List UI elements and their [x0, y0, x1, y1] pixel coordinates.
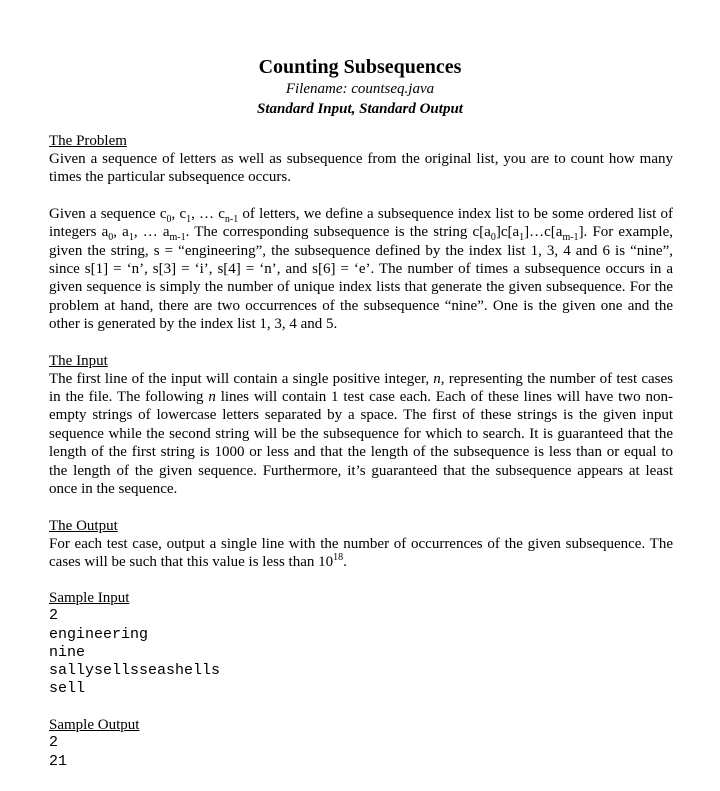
filename-line: Filename: countseq.java: [285, 81, 435, 97]
output-paragraph: For each test case, output a single line with the number of occurrences of the given subsequence. The cases will be such that this value is less than $10^{18}$.: [49, 535, 673, 570]
sample-input-line: engineering: [49, 625, 149, 643]
sample-input-block: [49, 607, 673, 698]
sample-output-block: [49, 734, 673, 770]
problem-statement: [49, 132, 673, 771]
sample-input-line: sallysellsseashells: [49, 661, 221, 679]
input-heading: The Input: [49, 352, 108, 369]
problem-paragraph-2: Given a sequence $c_0$, $c_1$, … $c_{n-1}$ of letters, we define a subsequence index list to be some ordered list of integers $a_0$, $a_1$, … $a_{m-1}$. The corresponding subsequence is the string $c[a_0]c[a_1]\dots c[a_{m-1}]$. For example, given the string, s = “engineering”, the subsequence defined by the index list 1, 3, 4 and 6 is “nine”, since s[1] = ‘n’, s[3] = ‘i’, s[4] = ‘n’, and s[6] = ‘e’. The number of times a subsequence occurs in a given sequence is simply the number of unique index lists that generate the given subsequence. For the problem at hand, there are two occurrences of the subsequence “nine”. One is the given one and the other is generated by the index list 1, 3, 4 and 5.: [49, 205, 673, 333]
sample-output-heading: Sample Output: [49, 717, 140, 734]
page-title: Counting Subsequences: [258, 56, 462, 78]
problem-heading: The Problem: [49, 133, 127, 149]
page-header: [0, 54, 720, 119]
problem-paragraph-1: Given a sequence of letters as well as subsequence from the original list, you are to count how many times the particular subsequence occurs.: [49, 151, 673, 186]
output-heading: The Output: [49, 517, 118, 534]
sample-input-line: 2: [49, 607, 59, 625]
sample-input-heading: Sample Input: [49, 590, 130, 607]
sample-output-line: 21: [49, 752, 68, 770]
sample-output-line: 2: [49, 734, 59, 752]
input-paragraph: The first line of the input will contain a single positive integer, n, representing the number of test cases in the file. The following n lines will contain 1 test case each. Each of these lines will have two non-empty strings of lowercase letters separated by a space. The first of these strings is the given input sequence while the second string will be the subsequence for which to search. It is guaranteed that the length of the first string is 1000 or less and that the length of the subsequence is less than or equal to the length of the given sequence. Furthermore, it’s guaranteed that the subsequence appears at least once in the sequence.: [49, 370, 673, 498]
sample-input-line: nine: [49, 643, 86, 661]
sample-input-line: sell: [49, 680, 86, 698]
io-line: Standard Input, Standard Output: [257, 101, 463, 117]
